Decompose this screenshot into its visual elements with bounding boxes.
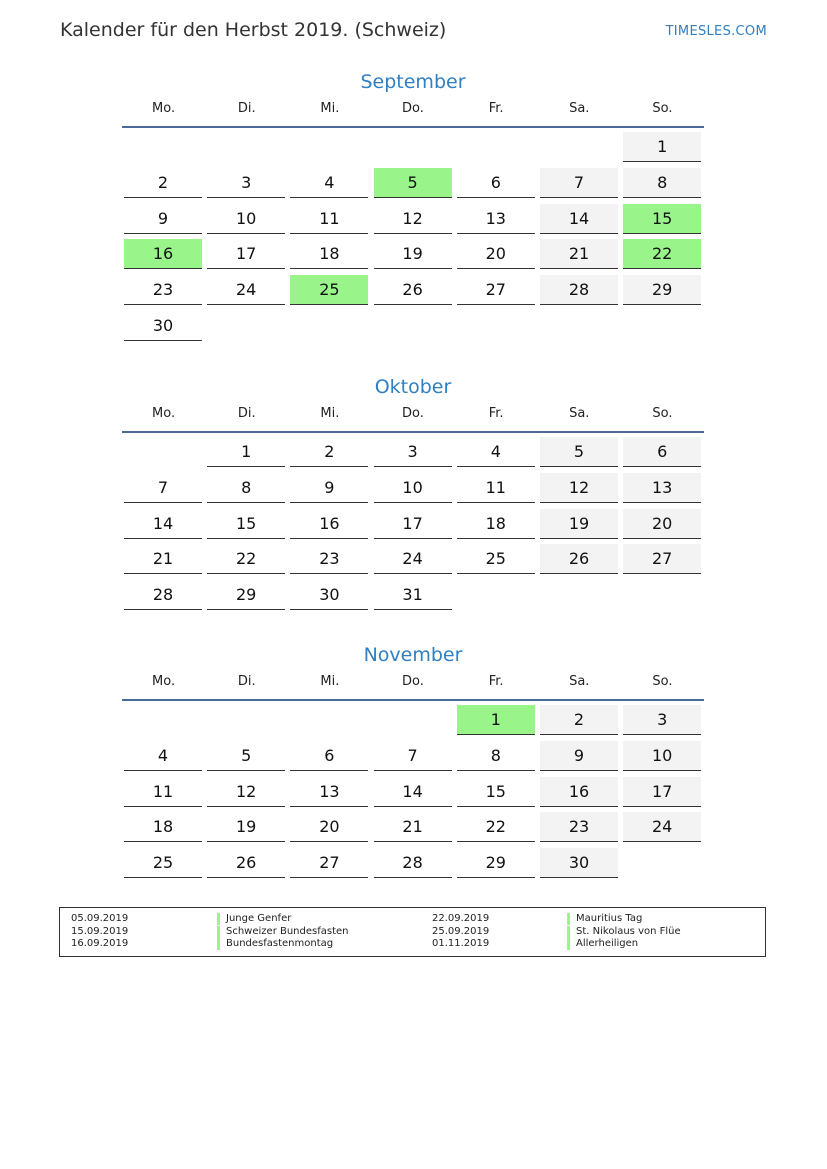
day-cell: 30 [290,580,368,610]
day-cell: 17 [374,509,452,539]
legend-entry [60,938,765,950]
holiday-legend [59,907,766,957]
day-cell: 29 [623,275,701,305]
day-cell: 20 [623,509,701,539]
day-cell: 9 [124,204,202,234]
day-cell: 7 [124,473,202,503]
weekday-label: Sa. [569,101,590,116]
day-cell: 6 [457,168,535,198]
day-cell: 18 [457,509,535,539]
weekday-label: Do. [402,674,424,689]
day-cell: 21 [124,544,202,574]
day-cell: 4 [124,741,202,771]
legend-holiday-name: Junge Genfer [217,913,291,925]
legend-date: 16.09.2019 [71,938,129,949]
day-cell: 25 [457,544,535,574]
day-cell: 18 [290,239,368,269]
legend-holiday-name: Schweizer Bundesfasten [217,926,349,938]
day-cell: 28 [374,848,452,878]
day-cell: 2 [124,168,202,198]
weekday-label: Sa. [569,406,590,421]
legend-holiday-name: Mauritius Tag [567,913,642,925]
header-divider [122,126,704,128]
weekday-header [122,406,704,428]
day-cell: 26 [540,544,618,574]
day-cell: 23 [124,275,202,305]
day-cell: 1 [207,437,285,467]
day-cell: 3 [207,168,285,198]
day-cell: 12 [540,473,618,503]
day-cell: 14 [374,777,452,807]
month-november [122,640,704,884]
day-cell: 5 [207,741,285,771]
day-cell: 13 [457,204,535,234]
day-cell: 24 [207,275,285,305]
day-cell: 15 [207,509,285,539]
day-cell: 17 [207,239,285,269]
day-cell: 19 [207,812,285,842]
day-cell: 28 [540,275,618,305]
day-cell: 10 [374,473,452,503]
weekday-label: Do. [402,101,424,116]
weekday-label: Mo. [152,101,176,116]
day-cell: 7 [540,168,618,198]
day-cell: 22 [207,544,285,574]
day-cell: 25 [124,848,202,878]
day-cell: 23 [540,812,618,842]
day-cell: 29 [207,580,285,610]
day-cell: 17 [623,777,701,807]
weekday-header [122,674,704,696]
day-cell-holiday: 5 [374,168,452,198]
weekday-label: Fr. [488,406,504,421]
day-cell: 30 [540,848,618,878]
day-cell: 16 [540,777,618,807]
brand-link[interactable]: TIMESLES.COM [665,24,767,39]
day-grid [122,705,704,884]
header-divider [122,699,704,701]
day-cell: 3 [623,705,701,735]
day-grid [122,132,704,347]
day-cell: 20 [290,812,368,842]
day-cell-holiday: 16 [124,239,202,269]
day-cell: 31 [374,580,452,610]
day-cell: 3 [374,437,452,467]
legend-entry [60,926,765,938]
legend-entry [60,913,765,925]
day-cell: 12 [207,777,285,807]
legend-holiday-name: Allerheiligen [567,938,638,950]
weekday-label: Mo. [152,406,176,421]
day-cell: 8 [623,168,701,198]
day-cell: 1 [623,132,701,162]
day-grid [122,437,704,616]
weekday-label: Sa. [569,674,590,689]
legend-date: 05.09.2019 [71,913,129,924]
day-cell: 27 [457,275,535,305]
day-cell: 14 [540,204,618,234]
weekday-label: Fr. [488,101,504,116]
weekday-label: So. [652,101,673,116]
day-cell: 13 [623,473,701,503]
legend-date: 15.09.2019 [71,925,129,937]
weekday-label: Do. [402,406,424,421]
day-cell-holiday: 15 [623,204,701,234]
day-cell: 15 [457,777,535,807]
legend-holiday-name: Bundesfastenmontag [217,938,333,950]
day-cell: 9 [540,741,618,771]
weekday-label: Mi. [320,101,340,116]
day-cell: 18 [124,812,202,842]
weekday-label: Mi. [320,674,340,689]
day-cell: 27 [623,544,701,574]
day-cell: 24 [623,812,701,842]
day-cell: 16 [290,509,368,539]
day-cell: 8 [207,473,285,503]
weekday-header [122,101,704,123]
day-cell: 27 [290,848,368,878]
day-cell: 7 [374,741,452,771]
weekday-label: Mo. [152,674,176,689]
day-cell: 22 [457,812,535,842]
day-cell: 11 [124,777,202,807]
weekday-label: So. [652,406,673,421]
day-cell: 23 [290,544,368,574]
day-cell-holiday: 1 [457,705,535,735]
weekday-label: Mi. [320,406,340,421]
day-cell: 6 [623,437,701,467]
day-cell: 29 [457,848,535,878]
day-cell: 28 [124,580,202,610]
day-cell: 12 [374,204,452,234]
day-cell: 21 [374,812,452,842]
day-cell: 5 [540,437,618,467]
day-cell: 10 [207,204,285,234]
day-cell: 9 [290,473,368,503]
day-cell: 11 [290,204,368,234]
month-title: September [360,71,466,93]
weekday-label: So. [652,674,673,689]
day-cell: 10 [623,741,701,771]
weekday-label: Fr. [488,674,504,689]
day-cell: 11 [457,473,535,503]
day-cell: 13 [290,777,368,807]
day-cell: 26 [374,275,452,305]
day-cell: 19 [374,239,452,269]
day-cell: 6 [290,741,368,771]
weekday-label: Di. [237,674,256,689]
legend-holiday-name: St. Nikolaus von Flüe [567,926,681,938]
page-title: Kalender für den Herbst 2019. (Schweiz) [60,19,447,41]
legend-date: 25.09.2019 [432,925,490,937]
day-cell: 30 [124,311,202,341]
day-cell: 4 [290,168,368,198]
day-cell: 8 [457,741,535,771]
day-cell: 14 [124,509,202,539]
day-cell: 21 [540,239,618,269]
month-september [122,67,704,347]
legend-date: 22.09.2019 [432,913,490,924]
weekday-label: Di. [237,406,256,421]
day-cell-holiday: 25 [290,275,368,305]
day-cell-holiday: 22 [623,239,701,269]
day-cell: 20 [457,239,535,269]
day-cell: 2 [290,437,368,467]
month-title: November [363,644,463,666]
day-cell: 4 [457,437,535,467]
month-title: Oktober [374,376,452,398]
month-oktober [122,372,704,616]
weekday-label: Di. [237,101,256,116]
legend-date: 01.11.2019 [432,938,490,949]
day-cell: 26 [207,848,285,878]
day-cell: 19 [540,509,618,539]
day-cell: 2 [540,705,618,735]
header-divider [122,431,704,433]
day-cell: 24 [374,544,452,574]
